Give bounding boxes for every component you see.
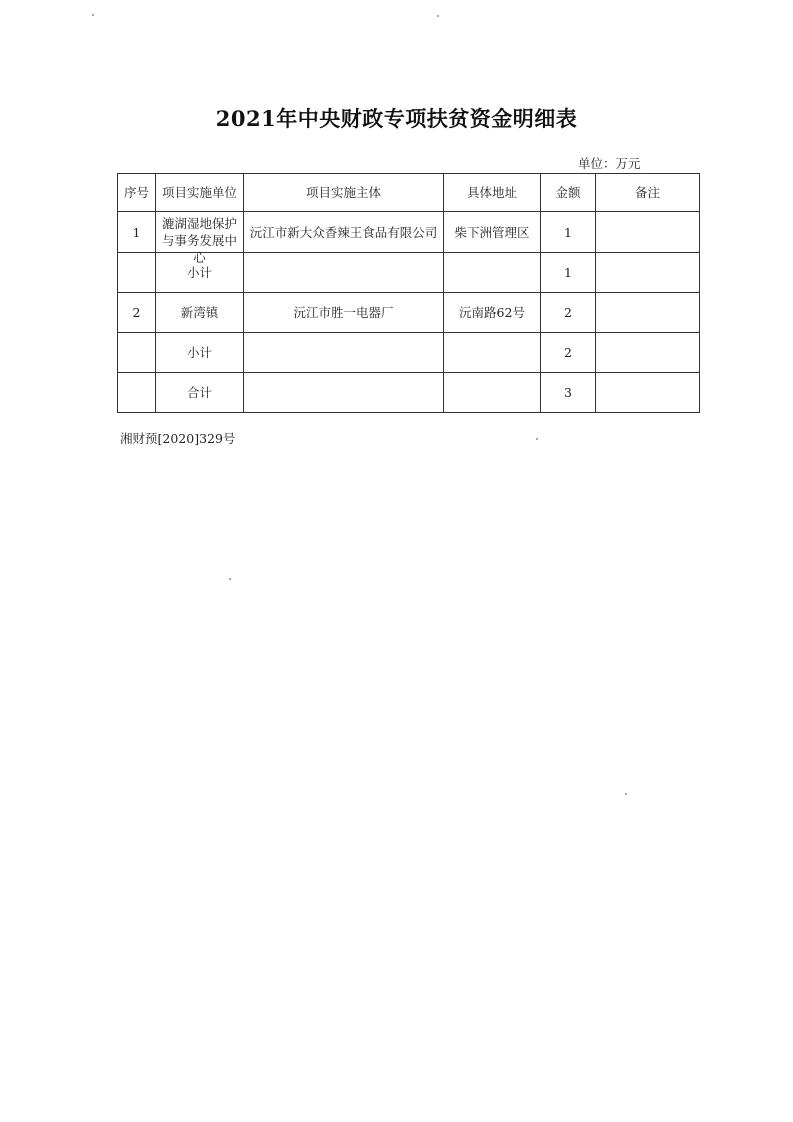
cell-implementing-entity: 沅江市胜一电器厂 <box>244 293 444 333</box>
cell-implementing-entity-text: 沅江市新大众香辣王食品有限公司 <box>249 224 438 240</box>
cell-implementing-unit: 新湾镇 <box>156 293 244 333</box>
cell-index <box>118 333 156 373</box>
table-row <box>118 212 700 253</box>
cell-amount: 3 <box>541 373 596 413</box>
unit-label: 单位：万元 <box>578 156 641 171</box>
scan-speck <box>92 14 94 16</box>
cell-remarks <box>596 293 700 333</box>
funds-detail-table <box>117 173 700 413</box>
cell-implementing-unit: 合计 <box>156 373 244 413</box>
scan-speck <box>536 438 538 440</box>
cell-implementing-unit-text: 漉湖湿地保护与事务发展中心 <box>161 216 237 265</box>
cell-remarks <box>596 212 700 253</box>
cell-amount: 1 <box>541 212 596 253</box>
cell-address <box>444 373 541 413</box>
cell-remarks <box>596 253 700 293</box>
scan-speck <box>437 15 439 17</box>
cell-address <box>444 333 541 373</box>
cell-index <box>118 373 156 413</box>
cell-implementing-unit: 小计 <box>156 253 244 293</box>
cell-remarks <box>596 373 700 413</box>
cell-implementing-entity <box>244 333 444 373</box>
cell-index: 1 <box>118 212 156 253</box>
cell-amount: 2 <box>541 293 596 333</box>
cell-address: 柴下洲管理区 <box>444 212 541 253</box>
cell-amount: 1 <box>541 253 596 293</box>
table-header-row <box>118 174 700 212</box>
header-implementing-entity: 项目实施主体 <box>244 174 444 212</box>
header-implementing-unit: 项目实施单位 <box>156 174 244 212</box>
page-title: 2021年中央财政专项扶贫资金明细表 <box>215 106 578 131</box>
cell-implementing-entity <box>244 212 444 253</box>
table-row <box>118 293 700 333</box>
header-index: 序号 <box>118 174 156 212</box>
header-amount: 金额 <box>541 174 596 212</box>
cell-implementing-entity <box>244 373 444 413</box>
cell-remarks <box>596 333 700 373</box>
scan-speck <box>625 793 627 795</box>
cell-index: 2 <box>118 293 156 333</box>
table-row <box>118 333 700 373</box>
cell-implementing-unit <box>156 212 244 265</box>
table-row <box>118 373 700 413</box>
cell-index <box>118 253 156 293</box>
header-remarks: 备注 <box>596 174 700 212</box>
cell-address <box>444 253 541 293</box>
document-number: 湘财预[2020]329号 <box>120 431 236 446</box>
header-address: 具体地址 <box>444 174 541 212</box>
cell-implementing-entity <box>244 253 444 293</box>
scan-speck <box>229 578 231 580</box>
cell-implementing-unit: 小计 <box>156 333 244 373</box>
cell-amount: 2 <box>541 333 596 373</box>
cell-address: 沅南路62号 <box>444 293 541 333</box>
